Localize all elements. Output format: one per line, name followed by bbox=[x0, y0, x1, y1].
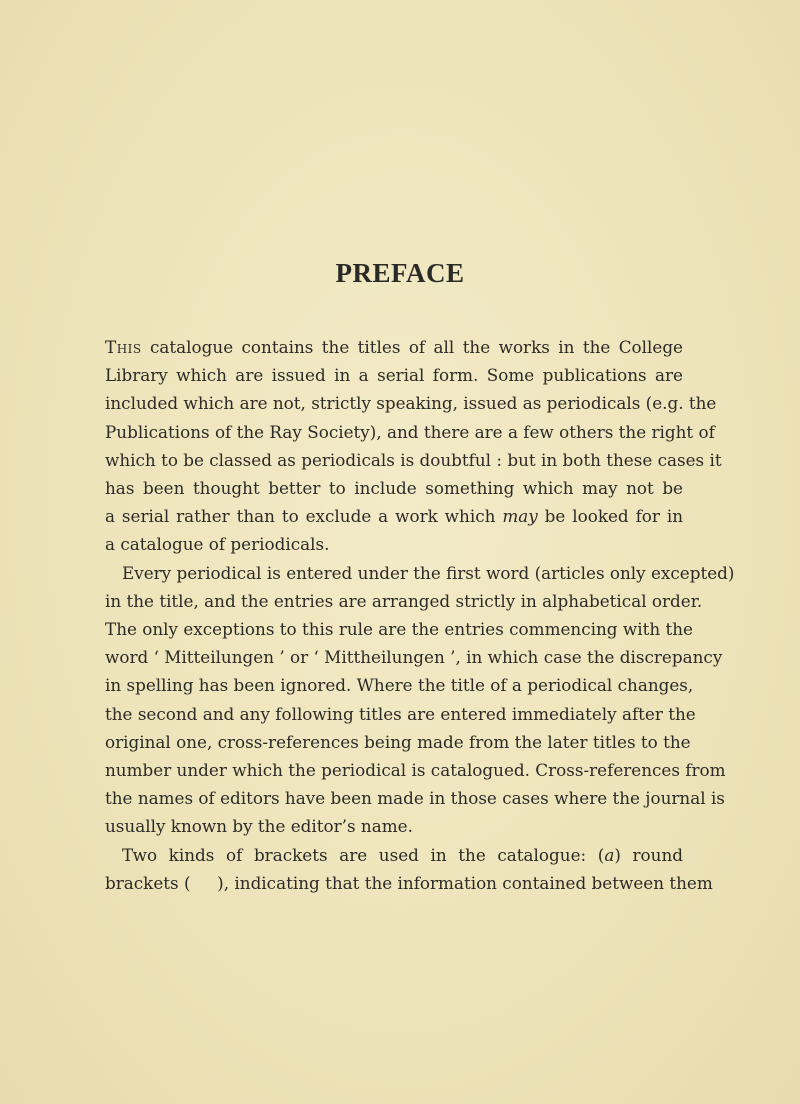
text-line: This catalogue contains the titles of all the works in the College bbox=[105, 337, 683, 357]
text-line: included which are not, strictly speaking, issued as periodicals (e.g. the bbox=[105, 393, 717, 414]
text-line: a serial rather than to exclude a work which may be looked for in bbox=[105, 506, 684, 527]
text-line: Library which are issued in a serial form. Some publications are bbox=[105, 365, 683, 386]
text-line: which to be classed as periodicals is doubtful : but in both these cases it bbox=[105, 449, 722, 470]
text-line: the names of editors have been made in those cases where the journal is bbox=[105, 788, 725, 809]
text-line: brackets ( ), indicating that the information contained between them bbox=[105, 872, 713, 893]
emphasis: a bbox=[604, 844, 615, 865]
page-title: PREFACE bbox=[335, 258, 465, 288]
emphasis: may bbox=[502, 506, 538, 527]
text-line: in the title, and the entries are arranged strictly in alphabetical order. bbox=[105, 590, 703, 611]
text-line: number under which the periodical is catalogued. Cross-references from bbox=[105, 760, 726, 781]
text-line: a catalogue of periodicals. bbox=[105, 534, 330, 555]
text-line: word ‘ Mitteilungen ’ or ‘ Mittheilungen ’, in which case the discrepancy bbox=[105, 647, 723, 668]
text-line: Every periodical is entered under the first word (articles only excepted) bbox=[122, 562, 735, 583]
preface-body bbox=[105, 333, 735, 897]
lead-word: This bbox=[105, 337, 142, 357]
text-line: usually known by the editor’s name. bbox=[105, 816, 413, 837]
text-line: Publications of the Ray Society), and there are a few others the right of bbox=[105, 421, 715, 442]
text-line: the second and any following titles are entered immediately after the bbox=[105, 703, 696, 724]
text-line: has been thought better to include something which may not be bbox=[105, 478, 683, 499]
text-line: original one, cross-references being made from the later titles to the bbox=[105, 731, 691, 752]
text-line: The only exceptions to this rule are the entries commencing with the bbox=[105, 619, 693, 640]
text-line: in spelling has been ignored. Where the title of a periodical changes, bbox=[105, 675, 694, 696]
text-line: Two kinds of brackets are used in the catalogue: (a) round bbox=[122, 844, 683, 865]
